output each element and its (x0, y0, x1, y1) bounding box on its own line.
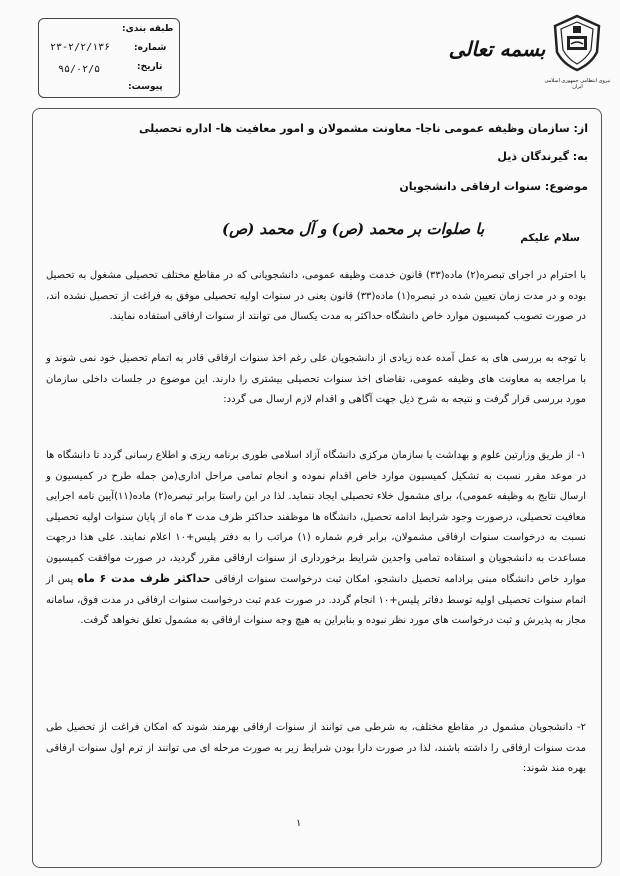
date-value: ۹۵/۰۲/۵ (58, 64, 101, 75)
letter-subject: موضوع: سنوات ارفاقی دانشجویان (399, 180, 588, 193)
bismillah-text: بسمه تعالی (448, 37, 546, 61)
police-emblem-icon (551, 14, 603, 72)
letter-from: از: سازمان وظیفه عمومی ناجا- معاونت مشمولان و امور معافیت ها- اداره تحصیلی (138, 122, 588, 135)
item-1-text-a: ۱- از طریق وزارتین علوم و بهداشت یا سازمان مرکزی دانشگاه آزاد اسلامی طوری برنامه ریزی و اطلاع رسانی گردد تا دانشگاه ها در موعد مقرر نسبت به تشکیل کمیسیون موارد خاص اقدام نموده و انجام تمامی مراحل اداری(من جمله طرح در کمیسیون و ارسال نتایج به وظیفه عمومی)، برای مشمول خلاء تحصیلی ایجاد ننماید. لذا در این راستا برابر تبصره(۲) ماده(۱۱)آیین نامه اجرایی معافیت تحصیلی، درصورت وجود شرایط ادامه تحصیل، دانشگاه ها موظفند حداکثر ظرف مدت ۳ ماه از پایان سنوات اولیه تحصیلی نسبت به درخواست سنوات ارفاقی مشمولان، برابر فرم شماره (۱) مراتب را به دفتر پلیس+۱۰ اعلام نمایند. علی هذا درجهت مساعدت به دانشجویان و استفاده تمامی واجدین شرایط برخورداری از سنوات ارفاقی مقرر گردید، در صورت موافقت کمیسیون موارد خاص دانشگاه مبنی برادامه تحصیل دانشجو، امکان ثبت درخواست سنوات ارفاقی (46, 450, 586, 585)
item-1-text-b: پس از اتمام سنوات تحصیلی اولیه توسط دفاتر پلیس+۱۰ انجام گردد. در صورت عدم ثبت درخواست سنوات ارفاقی در مدت فوق، سامانه مجاز به پذیرش و ثبت درخواست های مورد نظر نبوده و بنابراین به هیچ وجه سنوات ارفاقی به مشمول تعلق نخواهد گرفت. (46, 574, 587, 626)
greeting: سلام علیکم (520, 232, 580, 244)
item-2: ۲- دانشجویان مشمول در مقاطع مختلف، به شرطی می توانند از سنوات ارفاقی بهرمند شوند که امکان فراغت از تحصیل طی مدت سنوات ارفاقی را داشته باشند، لذا در صورت دارا بودن شرایط زیر به صورت مرحله ای می توانند از ترم اول سنوات ارفاقی بهره مند شوند: (46, 722, 586, 774)
page-number: ۱ (296, 818, 302, 829)
number-label: شماره: (134, 43, 167, 53)
classification-label: طبقه بندی: (122, 24, 174, 34)
number-value: ۲۳-۲/۲/۱۳۶ (50, 42, 111, 53)
letter-to: به: گیرندگان ذیل (497, 150, 588, 163)
bismillah-calligraphy (448, 22, 546, 72)
paragraph-1: با احترام در اجرای تبصره(۲) ماده(۳۳) قانون خدمت وظیفه عمومی، دانشجویانی که در مقاطع مختلف تحصیلی مشغول به تحصیل بوده و در مدت زمان تعیین شده در تبصره(۱) ماده(۳۳) قانون یعنی در سنوات اولیه تحصیلی موفق به فراغت از تحصیل نشده اند، در صورت تصویب کمیسیون موارد خاص دانشگاه حداکثر به مدت یکسال می توانند از سنوات ارفاقی استفاده نمایند. (46, 270, 587, 322)
date-label: تاریخ: (137, 62, 163, 72)
attachment-label: پیوست: (128, 82, 163, 92)
item-1 (46, 446, 586, 632)
org-caption: نیروی انتظامی جمهوری اسلامی ایران (544, 78, 611, 90)
paragraph-2: با توجه به بررسی های به عمل آمده عده زیادی از دانشجویان علی رغم اخذ سنوات ارفاقی قادر به اتمام تحصیل خود نمی شوند و با مراجعه به معاونت های وظیفه عمومی، تقاضای اخذ سنوات تحصیلی بیشتری را دارند. این موضوع در جلسات داخلی سازمان مورد بررسی قرار گرفت و نتیجه به شرح ذیل جهت آگاهی و اقدام لازم ارسال می گردد: (46, 353, 586, 405)
item-1-bold: حداکثر ظرف مدت ۶ ماه (77, 572, 211, 585)
salavat-line: با صلوات بر محمد (ص) و آل محمد (ص) (222, 220, 485, 238)
